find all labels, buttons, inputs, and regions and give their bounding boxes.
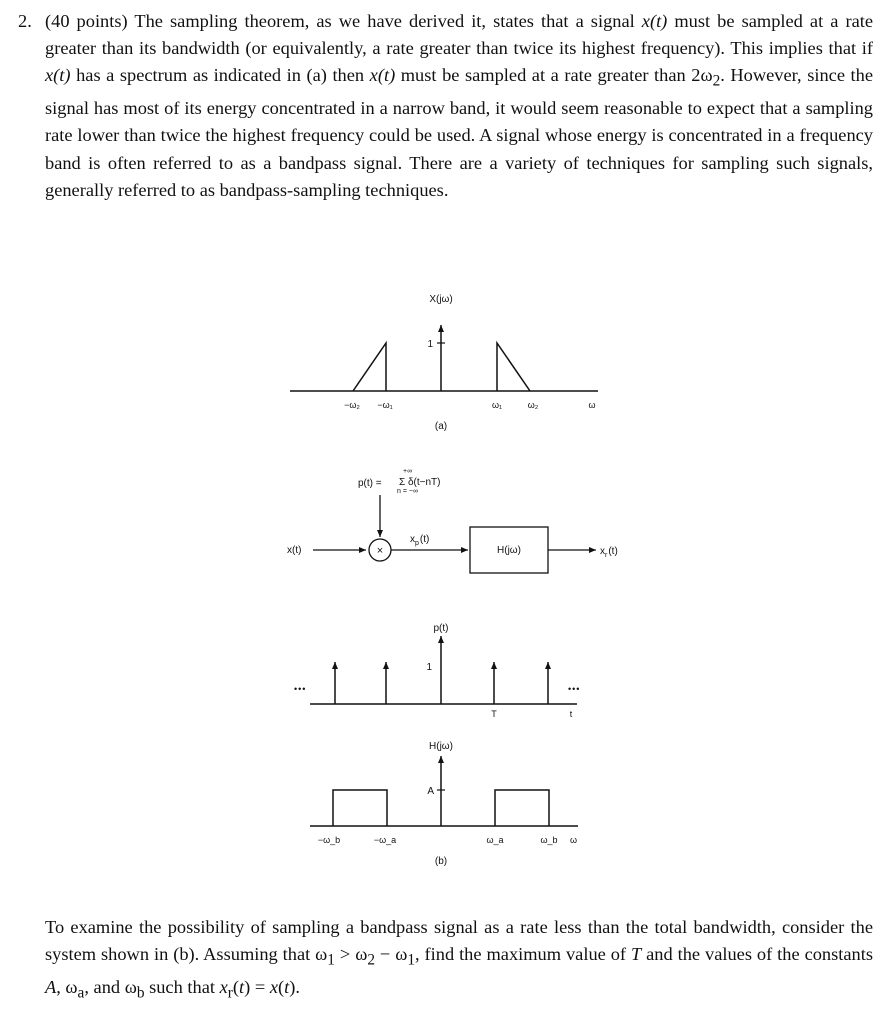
spectrum-axis-label: ω bbox=[588, 400, 596, 410]
filter-response-plot bbox=[310, 741, 578, 867]
math-symbol: x(t) bbox=[369, 65, 396, 86]
dots-right: ••• bbox=[568, 684, 581, 694]
time-axis-label: t bbox=[569, 709, 573, 719]
input-signal-label: x(t) bbox=[287, 545, 302, 556]
math-symbol: x bbox=[219, 977, 228, 998]
tick-omega-b: ω_b bbox=[540, 835, 558, 845]
tick-omega1: ω₁ bbox=[491, 400, 503, 410]
points-label: (40 points) bbox=[45, 11, 128, 31]
output-signal-label: $x_r(t)$ bbox=[600, 546, 618, 559]
spectrum-peak-label: 1 bbox=[427, 339, 433, 350]
problem-number: 2. bbox=[18, 11, 32, 31]
filter-axis-label: ω bbox=[570, 835, 578, 845]
impulse-train-plot bbox=[294, 623, 580, 719]
math-subscript: a bbox=[77, 984, 85, 1002]
math-symbol: x(t) bbox=[641, 11, 668, 31]
spectrum-negative-triangle bbox=[353, 343, 386, 391]
math-symbol: x(t) bbox=[45, 65, 71, 86]
tick-neg-omega-b: −ω_b bbox=[317, 835, 341, 845]
math-symbol: t bbox=[238, 977, 245, 998]
spectrum-title: X(jω) bbox=[429, 294, 453, 305]
figure-b-caption: (b) bbox=[434, 856, 448, 867]
math-symbol: t bbox=[284, 977, 290, 998]
sampling-system-diagram bbox=[287, 468, 618, 573]
filter-gain-label: A bbox=[427, 786, 434, 797]
tick-neg-omega2: −ω₂ bbox=[344, 400, 360, 410]
impulse-peak-label: 1 bbox=[426, 662, 432, 673]
math-subscript: b bbox=[136, 984, 145, 1002]
sum-upper-limit: +∞ bbox=[403, 468, 413, 475]
tick-omega2: ω₂ bbox=[527, 400, 539, 410]
multiplier-symbol: × bbox=[376, 545, 384, 557]
filter-block-label: H(jω) bbox=[497, 545, 521, 556]
math-subscript: 1 bbox=[327, 951, 335, 969]
math-symbol: A bbox=[45, 977, 57, 998]
figure-a-caption: (a) bbox=[434, 421, 448, 432]
filter-band-negative bbox=[333, 790, 387, 826]
filter-response-title: H(jω) bbox=[429, 741, 453, 752]
impulse-train-def: p(t) = bbox=[358, 478, 382, 489]
dots-left: ••• bbox=[294, 684, 307, 694]
tick-neg-omega-a: −ω_a bbox=[373, 835, 397, 845]
math-subscript: r bbox=[227, 984, 233, 1002]
closing-text: To examine the possibility of sampling a bandpass signal as a rate less than the total bandwidth, consider the system shown in (b). Assuming that $\omega_1 > \omega_2 - \omega_1$, find the maximum value of T and the values of the constants A, $\omega_a$, and $\omega_b$ such that $x_r(t) = x(t)$. bbox=[45, 917, 874, 1002]
math-subscript: 1 bbox=[407, 951, 415, 969]
sampled-signal-label: $x_p(t)$ bbox=[410, 534, 430, 547]
problem-text: The sampling theorem, as we have derived it, states that a signal x(t) must be sampled at a rate greater than its bandwidth (or equivalently, a rate greater than twice its highest frequency). This implies that if x(t) has a spectrum as indicated in (a) then x(t) must be sampled at a rate greater than $2\omega_2$. However, since the signal has most of its energy concentrated in a narrow band, it would seem reasonable to expect that a sampling rate lower than twice the highest frequency could be used. A signal whose energy is concentrated in a frequency band is often referred to as a bandpass signal. There are a variety of techniques for sampling such signals, generally referred to as bandpass-sampling techniques. bbox=[45, 11, 873, 200]
spectrum-positive-triangle bbox=[497, 343, 530, 391]
tick-neg-omega1: −ω₁ bbox=[377, 400, 393, 410]
filter-band-positive bbox=[495, 790, 549, 826]
closing-paragraph bbox=[45, 914, 873, 1007]
math-subscript: 2 bbox=[712, 73, 721, 91]
sum-lower-limit: n = −∞ bbox=[397, 488, 418, 495]
math-subscript: 2 bbox=[367, 951, 375, 969]
math-symbol: T bbox=[630, 944, 642, 965]
math-symbol: x bbox=[269, 977, 278, 998]
period-label: T bbox=[491, 709, 497, 719]
sum-term: Σ δ(t−nT) bbox=[399, 477, 441, 488]
tick-omega-a: ω_a bbox=[486, 835, 504, 845]
impulse-train-title: p(t) bbox=[433, 623, 449, 634]
figure-a-spectrum bbox=[290, 294, 598, 432]
